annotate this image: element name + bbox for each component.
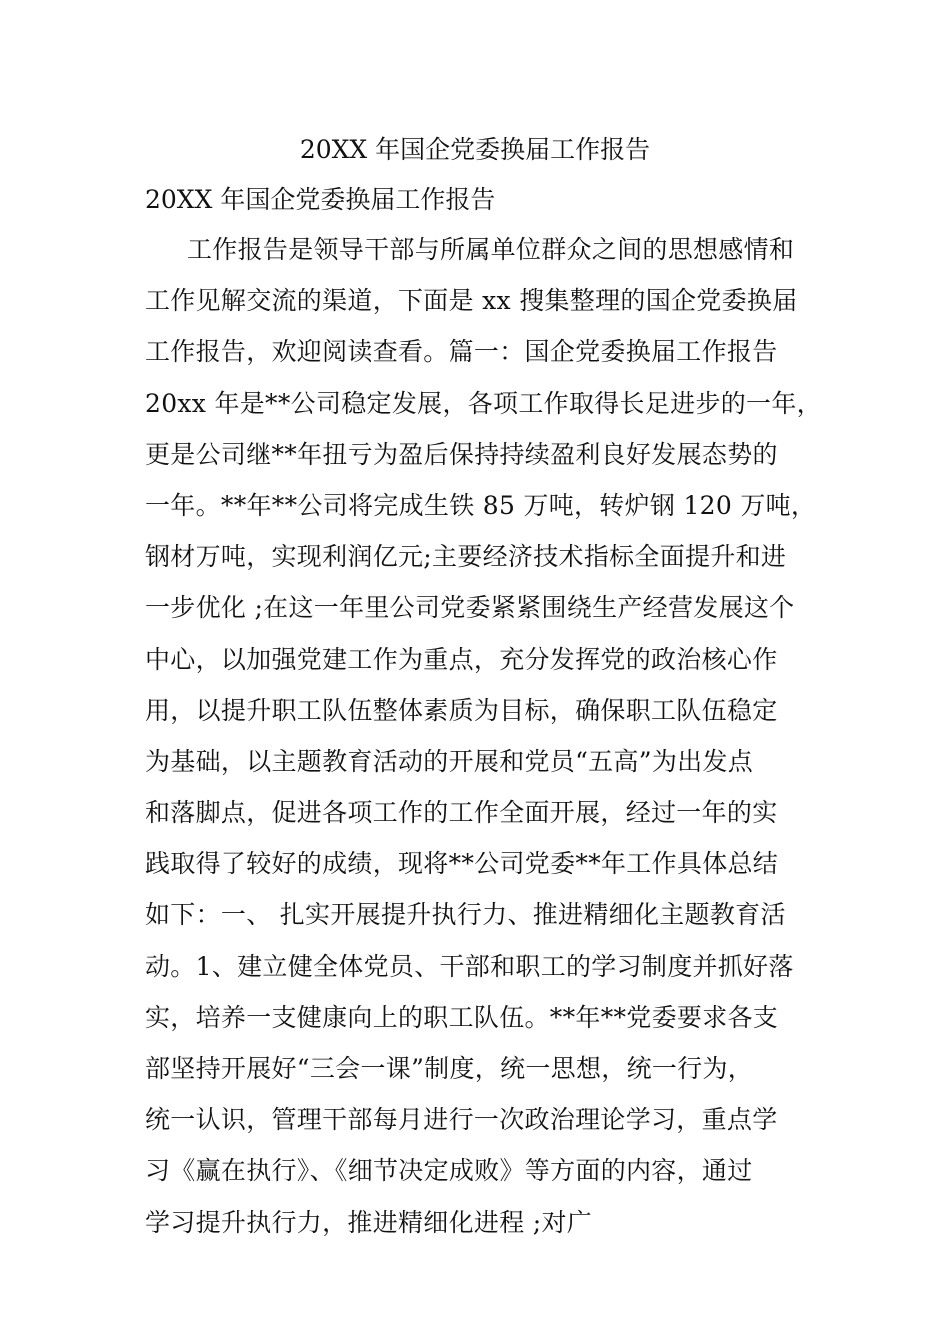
body-line: 中心，以加强党建工作为重点，充分发挥党的政治核心作 (145, 644, 778, 674)
document-body (145, 230, 845, 1254)
body-line: 更是公司继**年扭亏为盈后保持持续盈利良好发展态势的 (145, 439, 778, 469)
body-line: 钢材万吨，实现利润亿元;主要经济技术指标全面提升和进 (145, 542, 787, 572)
body-line: 部坚持开展好“三会一课”制度，统一思想，统一行为， (145, 1054, 754, 1083)
body-line: 统一认识，管理干部每月进行一次政治理论学习，重点学 (145, 1105, 778, 1135)
body-line: 践取得了较好的成绩，现将**公司党委**年工作具体总结 (145, 849, 779, 879)
body-line: 工作见解交流的渠道，下面是 xx 搜集整理的国企党委换届 (145, 286, 798, 316)
body-line: 用，以提升职工队伍整体素质为目标，确保职工队伍稳定 (145, 695, 778, 725)
document-subtitle: 20XX 年国企党委换届工作报告 (145, 185, 496, 214)
document-title: 20XX 年国企党委换届工作报告 (299, 135, 651, 164)
body-line: 为基础，以主题教育活动的开展和党员“五高”为出发点 (145, 746, 754, 776)
body-line: 如下：一、 扎实开展提升执行力、推进精细化主题教育活 (145, 900, 786, 930)
body-line: 一步优化 ;在这一年里公司党委紧紧围绕生产经营发展这个 (145, 593, 795, 623)
body-line: 习《赢在执行》、《细节决定成败》等方面的内容，通过 (145, 1156, 753, 1186)
body-line: 动。1、建立健全体党员、干部和职工的学习制度并抓好落 (145, 951, 794, 981)
body-line: 工作报告是领导干部与所属单位群众之间的思想感情和 (187, 235, 795, 264)
body-line: 实，培养一支健康向上的职工队伍。**年**党委要求各支 (145, 1002, 779, 1032)
body-line: 工作报告，欢迎阅读查看。篇一：国企党委换届工作报告 (145, 337, 778, 367)
body-line: 20xx 年是**公司稳定发展，各项工作取得长足进步的一年， (145, 388, 822, 418)
body-line: 一年。**年**公司将完成生铁 85 万吨，转炉钢 120 万吨， (145, 490, 817, 520)
body-line: 和落脚点，促进各项工作的工作全面开展，经过一年的实 (145, 798, 778, 828)
body-line: 学习提升执行力，推进精细化进程 ;对广 (145, 1207, 593, 1237)
